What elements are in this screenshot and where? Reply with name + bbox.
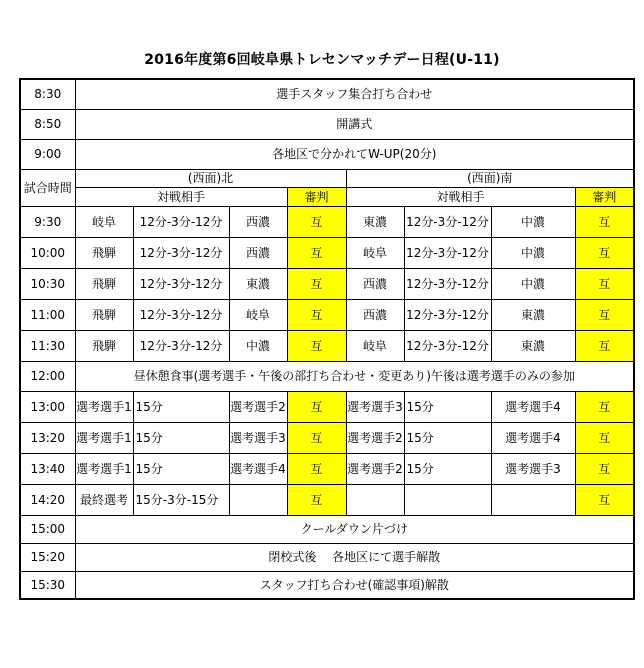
north-team-b: 西濃	[229, 237, 287, 268]
south-referee: 互	[575, 484, 634, 515]
south-team-a: 西濃	[346, 268, 404, 299]
north-team-b: 中濃	[229, 330, 287, 361]
south-format: 12分-3分-12分	[404, 299, 491, 330]
north-referee: 互	[287, 268, 346, 299]
time-cell: 15:30	[20, 571, 75, 599]
south-format: 12分-3分-12分	[404, 268, 491, 299]
event-cell: クールダウン片づけ	[75, 515, 634, 543]
south-team-b: 選考選手3	[491, 453, 575, 484]
north-team-a: 飛騨	[75, 330, 133, 361]
north-referee: 互	[287, 299, 346, 330]
south-referee: 互	[575, 206, 634, 237]
time-cell: 9:00	[20, 139, 75, 169]
north-format: 15分-3分-15分	[133, 484, 229, 515]
north-team-a: 飛騨	[75, 237, 133, 268]
south-team-a: 西濃	[346, 299, 404, 330]
south-format: 12分-3分-12分	[404, 237, 491, 268]
north-format: 12分-3分-12分	[133, 299, 229, 330]
time-cell: 10:30	[20, 268, 75, 299]
south-team-a: 東濃	[346, 206, 404, 237]
north-matchup-header: 対戦相手	[75, 187, 287, 206]
south-referee-header: 審判	[575, 187, 634, 206]
match-row	[20, 206, 634, 237]
south-team-a: 選考選手2	[346, 453, 404, 484]
south-team-b	[491, 484, 575, 515]
south-format: 15分	[404, 422, 491, 453]
north-team-a: 選考選手1	[75, 422, 133, 453]
south-team-a: 岐阜	[346, 330, 404, 361]
time-cell: 13:40	[20, 453, 75, 484]
north-team-a: 飛騨	[75, 268, 133, 299]
south-format: 15分	[404, 391, 491, 422]
north-team-b: 東濃	[229, 268, 287, 299]
time-cell: 12:00	[20, 361, 75, 391]
time-cell: 11:30	[20, 330, 75, 361]
schedule-row	[20, 571, 634, 599]
south-referee: 互	[575, 237, 634, 268]
south-team-b: 中濃	[491, 237, 575, 268]
north-team-b: 西濃	[229, 206, 287, 237]
time-cell: 10:00	[20, 237, 75, 268]
north-format: 12分-3分-12分	[133, 268, 229, 299]
north-team-b: 選考選手4	[229, 453, 287, 484]
south-referee: 互	[575, 453, 634, 484]
north-referee: 互	[287, 453, 346, 484]
schedule-title: 2016年度第6回岐阜県トレセンマッチデー日程(U-11)	[144, 52, 500, 68]
south-team-b: 中濃	[491, 206, 575, 237]
south-court-label: (西面)南	[346, 169, 634, 187]
match-row	[20, 237, 634, 268]
event-cell: 開講式	[75, 109, 634, 139]
south-team-a: 選考選手3	[346, 391, 404, 422]
north-team-a: 岐阜	[75, 206, 133, 237]
schedule-row	[20, 543, 634, 571]
schedule-row	[20, 109, 634, 139]
north-team-a: 最終選考	[75, 484, 133, 515]
time-cell: 8:30	[20, 79, 75, 109]
north-team-b: 岐阜	[229, 299, 287, 330]
north-referee: 互	[287, 422, 346, 453]
time-cell: 8:50	[20, 109, 75, 139]
north-referee: 互	[287, 237, 346, 268]
match-row	[20, 330, 634, 361]
time-header-cell: 試合時間	[20, 169, 75, 206]
north-format: 15分	[133, 422, 229, 453]
time-cell: 13:00	[20, 391, 75, 422]
south-referee: 互	[575, 391, 634, 422]
south-referee: 互	[575, 422, 634, 453]
event-cell: 閉校式後 各地区にて選手解散	[75, 543, 634, 571]
south-team-a	[346, 484, 404, 515]
south-team-b: 東濃	[491, 330, 575, 361]
north-team-b	[229, 484, 287, 515]
south-referee: 互	[575, 330, 634, 361]
schedule-row	[20, 79, 634, 109]
south-format: 12分-3分-12分	[404, 330, 491, 361]
north-format: 15分	[133, 453, 229, 484]
north-referee: 互	[287, 206, 346, 237]
time-cell: 14:20	[20, 484, 75, 515]
north-referee: 互	[287, 484, 346, 515]
match-row	[20, 453, 634, 484]
time-cell: 15:20	[20, 543, 75, 571]
north-court-label: (西面)北	[75, 169, 346, 187]
north-format: 12分-3分-12分	[133, 237, 229, 268]
court-header-row	[20, 169, 634, 187]
match-row	[20, 268, 634, 299]
match-row	[20, 484, 634, 515]
south-referee: 互	[575, 299, 634, 330]
north-team-b: 選考選手2	[229, 391, 287, 422]
event-cell: スタッフ打ち合わせ(確認事項)解散	[75, 571, 634, 599]
north-team-a: 飛騨	[75, 299, 133, 330]
north-referee-header: 審判	[287, 187, 346, 206]
south-format: 15分	[404, 453, 491, 484]
time-cell: 11:00	[20, 299, 75, 330]
column-header-row	[20, 187, 634, 206]
south-team-a: 選考選手2	[346, 422, 404, 453]
north-referee: 互	[287, 330, 346, 361]
event-cell: 選手スタッフ集合打ち合わせ	[75, 79, 634, 109]
north-format: 12分-3分-12分	[133, 330, 229, 361]
time-cell: 13:20	[20, 422, 75, 453]
south-team-a: 岐阜	[346, 237, 404, 268]
match-row	[20, 391, 634, 422]
north-format: 12分-3分-12分	[133, 206, 229, 237]
match-row	[20, 422, 634, 453]
north-team-a: 選考選手1	[75, 391, 133, 422]
event-cell: 各地区で分かれてW-UP(20分)	[75, 139, 634, 169]
south-format	[404, 484, 491, 515]
south-referee: 互	[575, 268, 634, 299]
south-team-b: 選考選手4	[491, 422, 575, 453]
time-cell: 15:00	[20, 515, 75, 543]
lunch-text: 昼休憩食事(選考選手・午後の部打ち合わせ・変更あり)午後は選考選手のみの参加	[75, 361, 634, 391]
south-team-b: 東濃	[491, 299, 575, 330]
south-format: 12分-3分-12分	[404, 206, 491, 237]
schedule-row	[20, 515, 634, 543]
schedule-table	[19, 78, 635, 600]
lunch-row	[20, 361, 634, 391]
north-team-a: 選考選手1	[75, 453, 133, 484]
match-row	[20, 299, 634, 330]
north-referee: 互	[287, 391, 346, 422]
schedule-row	[20, 139, 634, 169]
time-cell: 9:30	[20, 206, 75, 237]
south-team-b: 選考選手4	[491, 391, 575, 422]
north-format: 15分	[133, 391, 229, 422]
south-team-b: 中濃	[491, 268, 575, 299]
north-team-b: 選考選手3	[229, 422, 287, 453]
south-matchup-header: 対戦相手	[346, 187, 575, 206]
